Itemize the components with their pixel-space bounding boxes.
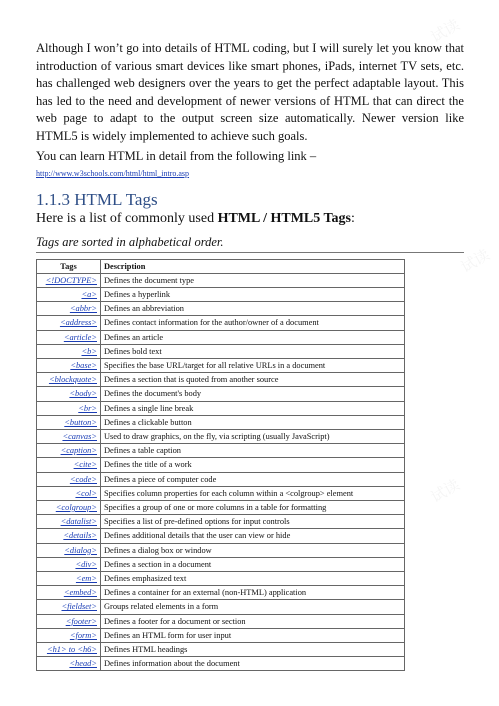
table-row <box>37 430 405 444</box>
tag-cell <box>37 316 101 330</box>
description-cell: Defines a piece of computer code <box>101 472 405 486</box>
description-cell: Defines additional details that the user can view or hide <box>101 529 405 543</box>
tag-cell <box>37 273 101 287</box>
document-page <box>36 40 464 671</box>
table-row <box>37 287 405 301</box>
tags-intro <box>36 210 464 228</box>
tag-cell <box>37 529 101 543</box>
description-cell: Specifies a list of pre-defined options for input controls <box>101 515 405 529</box>
tag-link[interactable]: <!DOCTYPE> <box>45 275 97 285</box>
tags-table-body <box>37 273 405 671</box>
description-cell: Specifies a group of one or more columns in a table for formatting <box>101 501 405 515</box>
tag-link[interactable]: <footer> <box>65 616 97 626</box>
table-row <box>37 586 405 600</box>
table-row <box>37 330 405 344</box>
description-cell: Used to draw graphics, on the fly, via scripting (usually JavaScript) <box>101 430 405 444</box>
learn-more-paragraph: You can learn HTML in detail from the following link – <box>36 148 317 163</box>
tag-link[interactable]: <div> <box>75 559 97 569</box>
tags-intro-prefix: Here is a list of commonly used <box>36 210 218 226</box>
tag-link[interactable]: <details> <box>63 531 97 541</box>
description-cell: Defines a table caption <box>101 444 405 458</box>
tag-cell <box>37 415 101 429</box>
description-cell: Defines the title of a work <box>101 458 405 472</box>
table-header-row <box>37 259 405 273</box>
table-row <box>37 501 405 515</box>
tag-link[interactable]: <blockquote> <box>48 375 97 385</box>
tag-link[interactable]: <a> <box>81 289 97 299</box>
description-cell: Defines the document type <box>101 273 405 287</box>
tag-cell <box>37 373 101 387</box>
tag-link[interactable]: <article> <box>63 332 97 342</box>
table-row <box>37 557 405 571</box>
tag-link[interactable]: <body> <box>69 389 97 399</box>
table-row <box>37 628 405 642</box>
description-cell: Defines a hyperlink <box>101 287 405 301</box>
table-row <box>37 643 405 657</box>
description-cell: Defines a section that is quoted from another source <box>101 373 405 387</box>
tag-cell <box>37 614 101 628</box>
tag-link[interactable]: <b> <box>81 346 97 356</box>
tag-link[interactable]: <form> <box>69 630 97 640</box>
tag-link[interactable]: <embed> <box>63 588 97 598</box>
tag-cell <box>37 572 101 586</box>
tags-intro-bold: HTML / HTML5 Tags <box>217 210 352 226</box>
description-cell: Defines a dialog box or window <box>101 543 405 557</box>
table-row <box>37 344 405 358</box>
description-cell: Specifies the base URL/target for all relative URLs in a document <box>101 358 405 372</box>
watermark: 试读 <box>457 245 493 277</box>
tag-cell <box>37 600 101 614</box>
tag-cell <box>37 515 101 529</box>
table-row <box>37 302 405 316</box>
tag-link[interactable]: <canvas> <box>62 432 97 441</box>
intro-paragraph: Although I won’t go into details of HTML coding, but I will surely let you know that introduction of various smart devices like smart phones, iPads, internet TV sets, etc. has challenged web designers over the years to get the perfect adaptable layout. This has led to the need and development of newer versions of HTML that can direct the web page to adapt to the output screen size automatically. Newer version like HTML5 is widely implemented to achieve such goals. <box>36 41 464 143</box>
description-cell: Defines a single line break <box>101 401 405 415</box>
tag-cell <box>37 430 101 444</box>
tag-link[interactable]: <address> <box>59 318 97 328</box>
description-cell: Defines an HTML form for user input <box>101 628 405 642</box>
tag-link[interactable]: <code> <box>69 474 97 484</box>
table-row <box>37 515 405 529</box>
description-cell: Defines emphasized text <box>101 572 405 586</box>
tag-link[interactable]: <datalist> <box>60 517 97 527</box>
tag-cell <box>37 543 101 557</box>
table-row <box>37 273 405 287</box>
tag-cell <box>37 302 101 316</box>
tag-cell <box>37 501 101 515</box>
watermark: 试读 <box>427 15 463 47</box>
tag-link[interactable]: <dialog> <box>64 545 97 555</box>
tag-link[interactable]: <abbr> <box>69 304 97 314</box>
tag-cell <box>37 444 101 458</box>
tag-cell <box>37 643 101 657</box>
table-row <box>37 614 405 628</box>
table-row <box>37 373 405 387</box>
tag-cell <box>37 472 101 486</box>
table-row <box>37 316 405 330</box>
tag-cell <box>37 628 101 642</box>
section-heading: 1.1.3 HTML Tags <box>36 189 158 209</box>
description-cell: Defines the document's body <box>101 387 405 401</box>
tags-intro-suffix: : <box>351 210 355 226</box>
description-cell: Defines a container for an external (non-HTML) application <box>101 586 405 600</box>
tag-cell <box>37 557 101 571</box>
tag-cell <box>37 387 101 401</box>
description-cell: Defines an abbreviation <box>101 302 405 316</box>
table-row <box>37 486 405 500</box>
tag-link[interactable]: <button> <box>64 417 97 427</box>
tag-link[interactable]: <cite> <box>73 460 97 470</box>
tag-cell <box>37 330 101 344</box>
table-row <box>37 572 405 586</box>
tag-link[interactable]: <caption> <box>60 446 97 456</box>
table-row <box>37 543 405 557</box>
description-cell: Defines a footer for a document or section <box>101 614 405 628</box>
tag-link[interactable]: <em> <box>75 574 97 584</box>
tags-table <box>36 259 405 672</box>
table-row <box>37 415 405 429</box>
table-row <box>37 358 405 372</box>
tag-cell <box>37 287 101 301</box>
description-cell: Defines contact information for the author/owner of a document <box>101 316 405 330</box>
tag-link[interactable]: <fieldset> <box>61 602 97 612</box>
tag-cell <box>37 358 101 372</box>
tag-link[interactable]: <br> <box>78 403 97 413</box>
table-row <box>37 600 405 614</box>
tag-cell <box>37 586 101 600</box>
description-cell: Specifies column properties for each column within a <colgroup> element <box>101 486 405 500</box>
watermark: 试读 <box>427 475 463 507</box>
table-row <box>37 529 405 543</box>
tag-link[interactable]: <base> <box>70 360 97 370</box>
tag-cell <box>37 344 101 358</box>
column-header-tags: Tags <box>37 259 101 273</box>
tag-cell <box>37 657 101 671</box>
column-header-description: Description <box>101 259 405 273</box>
description-cell: Defines information about the document <box>101 657 405 671</box>
description-cell: Groups related elements in a form <box>101 600 405 614</box>
description-cell: Defines a clickable button <box>101 415 405 429</box>
table-row <box>37 458 405 472</box>
description-cell: Defines an article <box>101 330 405 344</box>
w3schools-link[interactable]: http://www.w3schools.com/html/html_intro.asp <box>36 168 190 178</box>
tag-link[interactable]: <colgroup> <box>55 503 97 513</box>
tag-cell <box>37 486 101 500</box>
tag-link[interactable]: <h1> to <h6> <box>46 645 97 655</box>
tag-link[interactable]: <col> <box>75 488 97 498</box>
table-row <box>37 472 405 486</box>
table-row <box>37 444 405 458</box>
description-cell: Defines a section in a document <box>101 557 405 571</box>
table-row <box>37 401 405 415</box>
tag-cell <box>37 458 101 472</box>
tag-cell <box>37 401 101 415</box>
table-row <box>37 387 405 401</box>
table-row <box>37 657 405 671</box>
tag-link[interactable]: <head> <box>69 659 97 669</box>
description-cell: Defines bold text <box>101 344 405 358</box>
table-caption: Tags are sorted in alphabetical order. <box>36 234 464 253</box>
description-cell: Defines HTML headings <box>101 643 405 657</box>
